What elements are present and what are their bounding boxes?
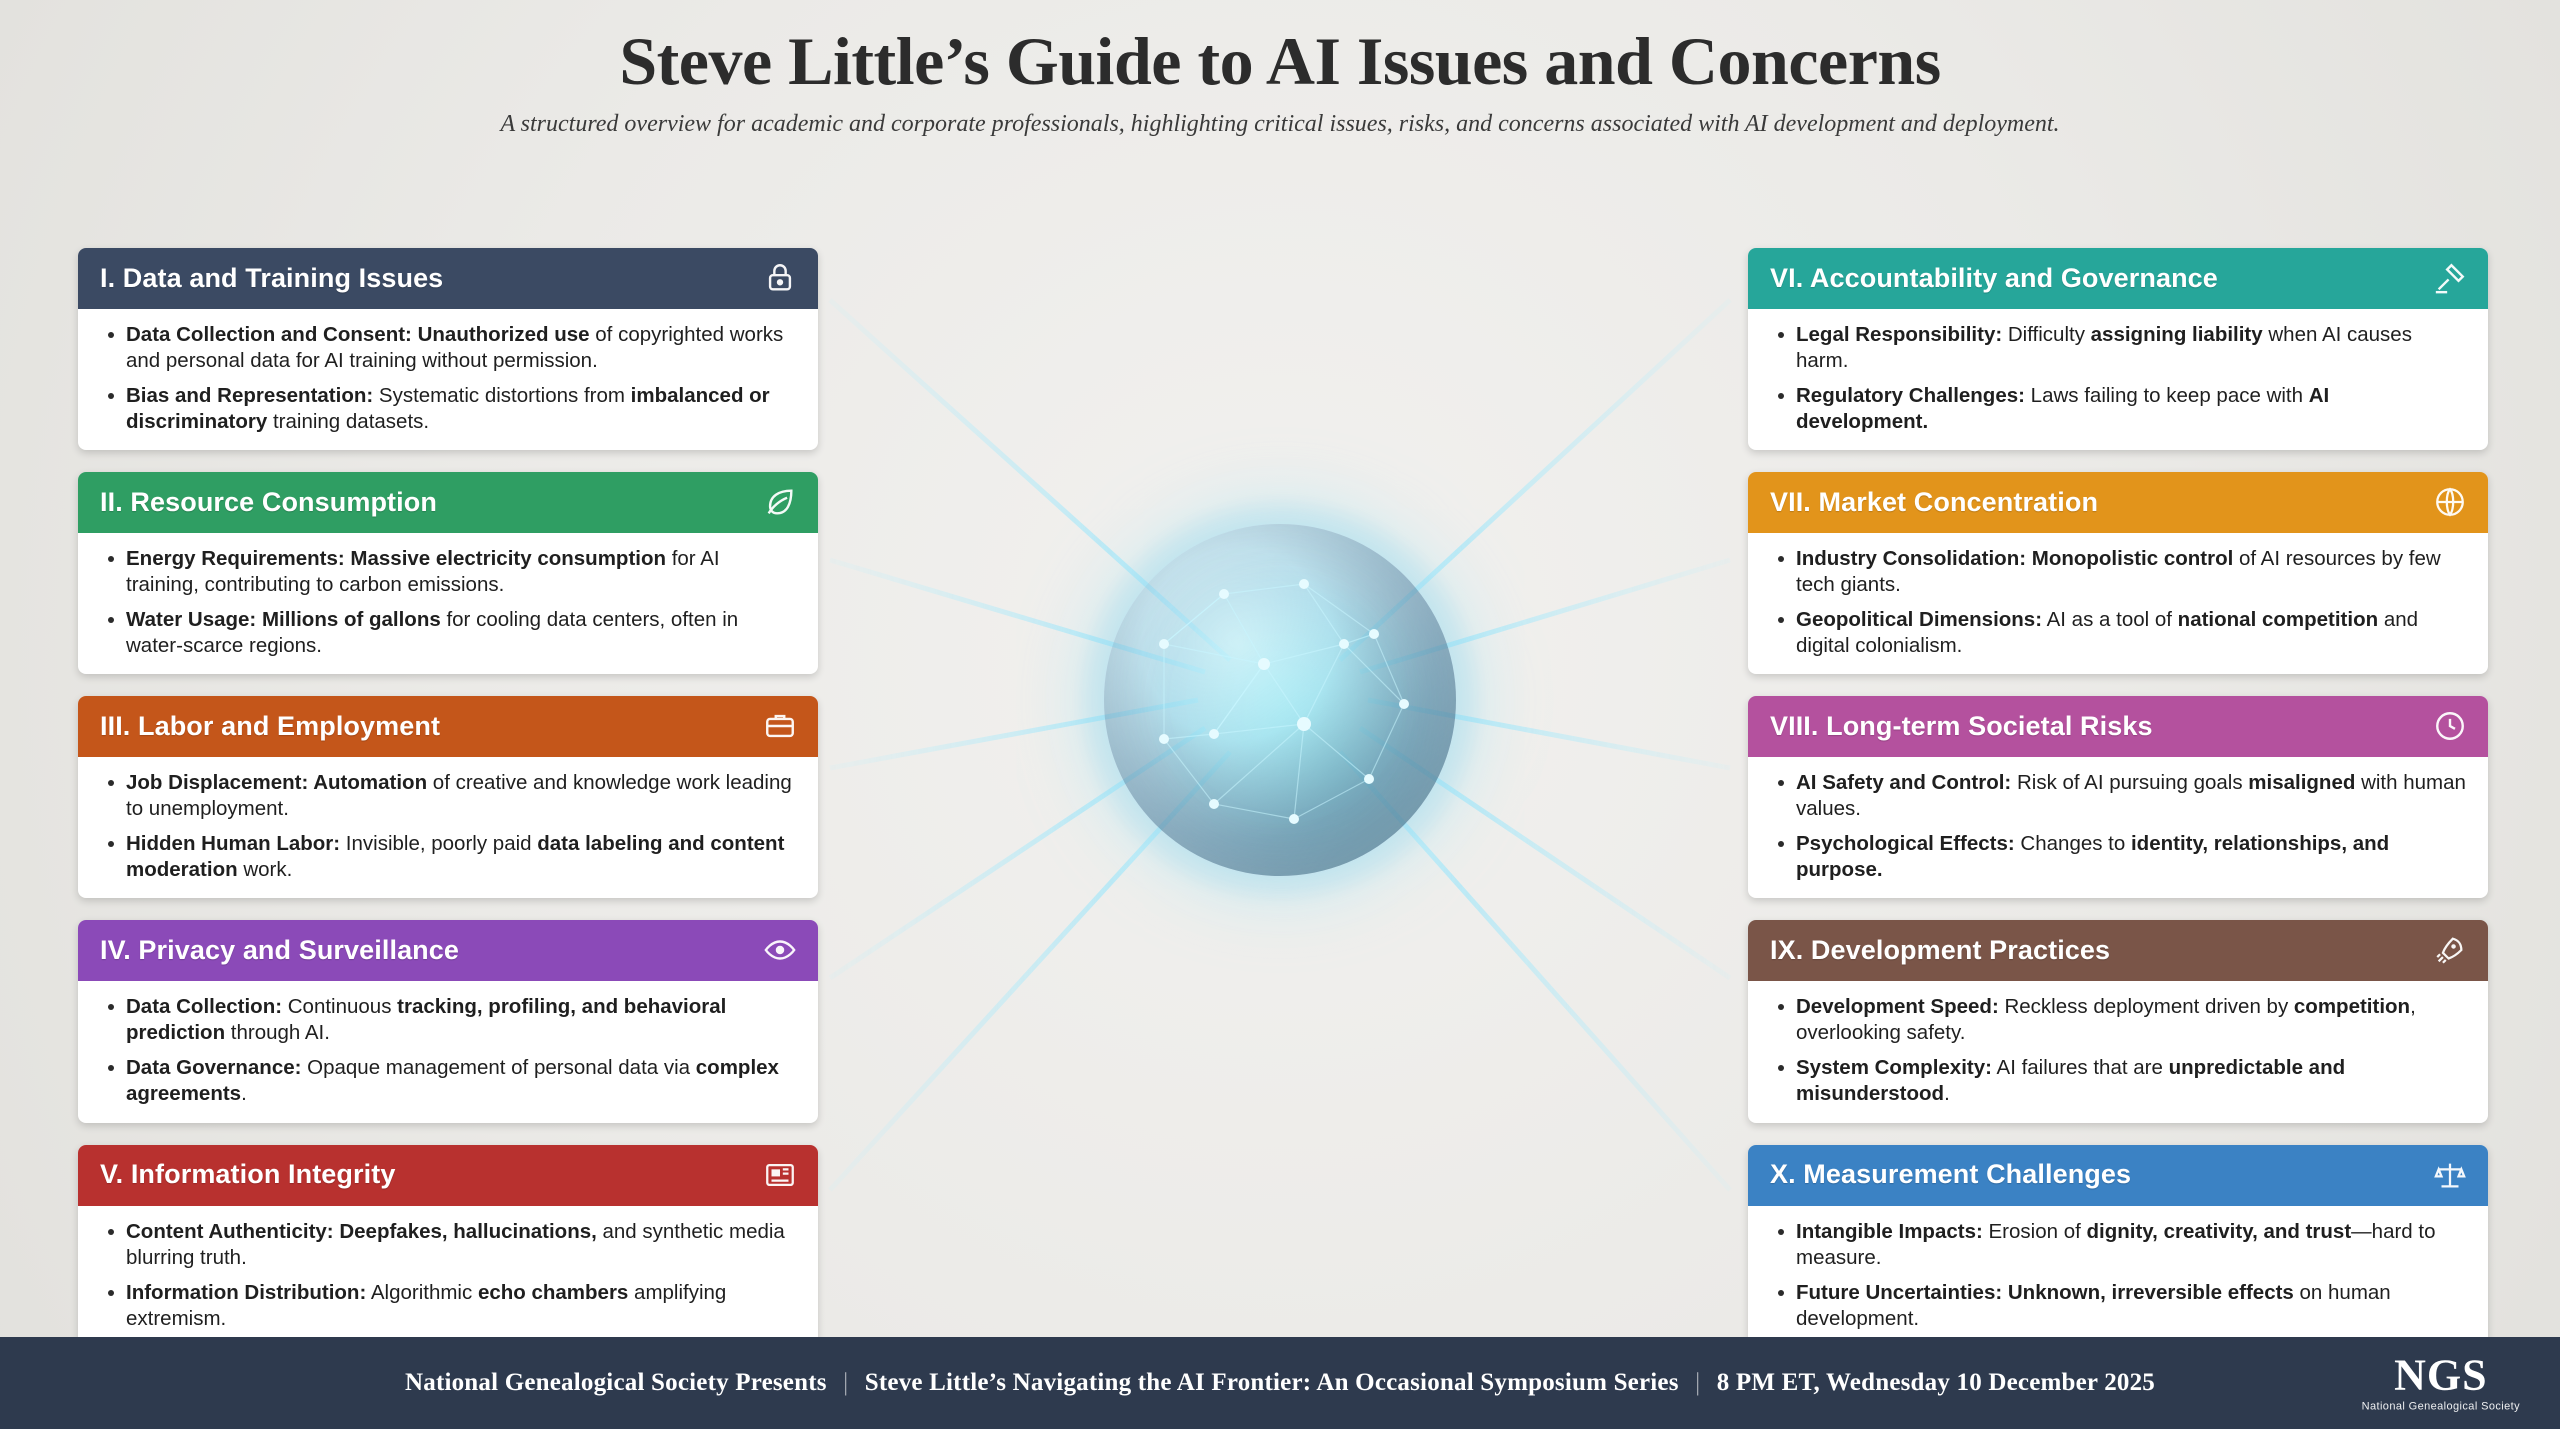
issue-card [78,696,818,898]
footer-separator-2: | [1695,1369,1701,1396]
card-header [78,472,818,533]
list-item: Development Speed: Reckless deployment driven by competition, overlooking safety. [1770,994,2466,1046]
card-title: II. Resource Consumption [100,486,437,517]
card-header [1748,472,2488,533]
footer-datetime: 8 PM ET, Wednesday 10 December 2025 [1716,1369,2156,1396]
card-item-list [100,994,796,1107]
footer-series: Steve Little’s Navigating the AI Frontier: An Occasional Symposium Series [864,1369,1679,1396]
list-item: Intangible Impacts: Erosion of dignity, creativity, and trust—hard to measure. [1770,1219,2466,1271]
lock-icon [760,258,800,298]
issue-card [1748,920,2488,1122]
card-header [78,248,818,309]
footer-bar [0,1337,2560,1429]
card-title: I. Data and Training Issues [100,262,444,293]
ngs-logo [2361,1350,2520,1413]
card-title: VI. Accountability and Governance [1770,262,2218,293]
issue-card [78,248,818,450]
card-item-list [100,546,796,659]
card-title: IV. Privacy and Surveillance [100,934,460,965]
card-title: III. Labor and Employment [100,710,441,741]
card-item-list [1770,546,2466,659]
card-title: V. Information Integrity [100,1159,396,1189]
list-item: Job Displacement: Automation of creative and knowledge work leading to unemployment. [100,770,796,822]
issue-card [1748,248,2488,450]
card-header [1748,920,2488,981]
clock-icon [2430,706,2470,746]
card-item-list [1770,322,2466,435]
briefcase-icon [760,706,800,746]
card-title: X. Measurement Challenges [1770,1159,2132,1189]
issue-card [1748,1145,2488,1347]
card-item-list [1770,994,2466,1107]
globe-icon [2430,482,2470,522]
card-title: VII. Market Concentration [1770,486,2099,517]
card-body [78,309,818,450]
ngs-logo-main: NGS [2394,1350,2488,1400]
right-column [1748,248,2488,1347]
card-body [78,981,818,1122]
card-header [78,1145,818,1206]
list-item: Regulatory Challenges: Laws failing to keep pace with AI development. [1770,383,2466,435]
rocket-icon [2430,930,2470,970]
page-subtitle: A structured overview for academic and corporate professionals, highlighting critical issues, risks, and concerns associated with AI development and deployment. [500,111,2060,138]
footer-separator-1: | [843,1369,849,1396]
card-body [1748,533,2488,674]
newspaper-icon [760,1155,800,1195]
footer-text [405,1369,2155,1397]
left-column [78,248,818,1347]
gavel-icon [2430,258,2470,298]
card-header [78,696,818,757]
list-item: Bias and Representation: Systematic distortions from imbalanced or discriminatory training datasets. [100,383,796,435]
issue-card [78,472,818,674]
card-body [78,1206,818,1347]
network-sphere [1104,524,1456,876]
footer-presenter: National Genealogical Society Presents [404,1369,827,1396]
list-item: Data Governance: Opaque management of personal data via complex agreements. [100,1055,796,1107]
list-item: Hidden Human Labor: Invisible, poorly paid data labeling and content moderation work. [100,831,796,883]
page-title: Steve Little’s Guide to AI Issues and Concerns [619,23,1941,99]
list-item: Geopolitical Dimensions: AI as a tool of national competition and digital colonialism. [1770,607,2466,659]
list-item: Psychological Effects: Changes to identity, relationships, and purpose. [1770,831,2466,883]
list-item: Energy Requirements: Massive electricity consumption for AI training, contributing to carbon emissions. [100,546,796,598]
card-body [1748,981,2488,1122]
card-body [78,533,818,674]
scales-icon [2430,1155,2470,1195]
list-item: Information Distribution: Algorithmic echo chambers amplifying extremism. [100,1280,796,1332]
list-item: Industry Consolidation: Monopolistic control of AI resources by few tech giants. [1770,546,2466,598]
list-item: Water Usage: Millions of gallons for cooling data centers, often in water-scarce regions. [100,607,796,659]
list-item: Legal Responsibility: Difficulty assigning liability when AI causes harm. [1770,322,2466,374]
ngs-logo-sub: National Genealogical Society [2361,1400,2520,1413]
card-item-list [1770,1219,2466,1332]
leaf-icon [760,482,800,522]
card-body [1748,1206,2488,1347]
sphere-glow [1080,500,1480,900]
list-item: AI Safety and Control: Risk of AI pursuing goals misaligned with human values. [1770,770,2466,822]
list-item: Content Authenticity: Deepfakes, hallucinations, and synthetic media blurring truth. [100,1219,796,1271]
issue-card [78,920,818,1122]
card-header [1748,696,2488,757]
card-body [1748,757,2488,898]
card-title: IX. Development Practices [1770,934,2111,965]
card-header [1748,1145,2488,1206]
header [0,0,2560,138]
card-header [78,920,818,981]
issue-card [1748,472,2488,674]
card-header [1748,248,2488,309]
list-item: Future Uncertainties: Unknown, irreversible effects on human development. [1770,1280,2466,1332]
card-item-list [100,1219,796,1332]
card-item-list [100,770,796,883]
list-item: Data Collection and Consent: Unauthorized use of copyrighted works and personal data for AI training without permission. [100,322,796,374]
card-title: VIII. Long-term Societal Risks [1770,710,2153,741]
card-body [78,757,818,898]
card-item-list [100,322,796,435]
list-item: Data Collection: Continuous tracking, profiling, and behavioral prediction through AI. [100,994,796,1046]
card-body [1748,309,2488,450]
issue-card [78,1145,818,1347]
card-item-list [1770,770,2466,883]
list-item: System Complexity: AI failures that are unpredictable and misunderstood. [1770,1055,2466,1107]
issue-card [1748,696,2488,898]
eye-icon [760,930,800,970]
